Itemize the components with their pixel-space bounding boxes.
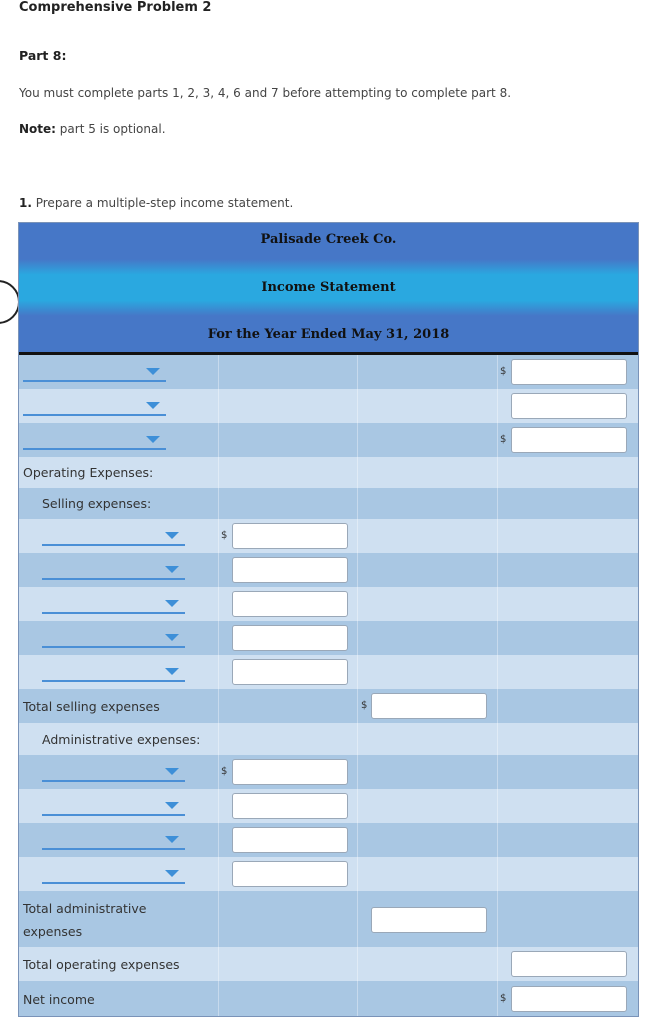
net-income-label: Net income: [23, 992, 95, 1007]
amount-input[interactable]: [371, 693, 487, 719]
table-row: [19, 655, 638, 689]
table-row: [19, 789, 638, 823]
table-row: [19, 389, 638, 423]
circle-marker-icon: [0, 280, 20, 324]
table-row: [19, 553, 638, 587]
total-admin-label-line1: Total administrative: [23, 901, 147, 916]
dollar-sign: $: [221, 530, 228, 541]
amount-input[interactable]: [232, 591, 348, 617]
table-row: [19, 488, 638, 519]
question-body: Prepare a multiple-step income statement.: [31, 196, 294, 210]
chevron-down-icon: [165, 870, 179, 877]
chevron-down-icon: [165, 532, 179, 539]
selling-expense-dropdown[interactable]: [42, 558, 185, 580]
page-title: Comprehensive Problem 2: [19, 0, 212, 15]
chevron-down-icon: [165, 566, 179, 573]
chevron-down-icon: [146, 368, 160, 375]
selling-expense-dropdown[interactable]: [42, 524, 185, 546]
table-row: [19, 947, 638, 981]
statement-header: [19, 223, 638, 355]
table-row: [19, 723, 638, 755]
table-row: [19, 355, 638, 389]
table-row: [19, 423, 638, 457]
statement-period: For the Year Ended May 31, 2018: [207, 327, 450, 342]
statement-name: Income Statement: [261, 280, 396, 295]
table-row: [19, 457, 638, 488]
amount-input[interactable]: [511, 393, 627, 419]
table-row: [19, 981, 638, 1017]
chevron-down-icon: [146, 436, 160, 443]
admin-expense-dropdown[interactable]: [42, 760, 185, 782]
dollar-sign: $: [500, 366, 507, 377]
note-body: part 5 is optional.: [55, 122, 166, 136]
instruction-text: You must complete parts 1, 2, 3, 4, 6 and 7 before attempting to complete part 8.: [19, 86, 512, 100]
total-selling-label: Total selling expenses: [23, 699, 160, 714]
chevron-down-icon: [165, 668, 179, 675]
amount-input[interactable]: [511, 359, 627, 385]
note-label: Note:: [19, 122, 56, 136]
selling-expense-dropdown[interactable]: [42, 592, 185, 614]
chevron-down-icon: [165, 634, 179, 641]
question-text: [19, 196, 293, 210]
amount-input[interactable]: [232, 861, 348, 887]
table-row: [19, 823, 638, 857]
amount-input[interactable]: [232, 759, 348, 785]
table-row: [19, 621, 638, 655]
selling-expense-dropdown[interactable]: [42, 626, 185, 648]
table-row: [19, 857, 638, 891]
amount-input[interactable]: [232, 659, 348, 685]
dollar-sign: $: [221, 766, 228, 777]
selling-expenses-label: Selling expenses:: [42, 496, 152, 511]
chevron-down-icon: [165, 600, 179, 607]
chevron-down-icon: [146, 402, 160, 409]
admin-expense-dropdown[interactable]: [42, 794, 185, 816]
amount-input[interactable]: [232, 625, 348, 651]
selling-expense-dropdown[interactable]: [42, 660, 185, 682]
amount-input[interactable]: [371, 907, 487, 933]
admin-expense-dropdown[interactable]: [42, 862, 185, 884]
administrative-expenses-label: Administrative expenses:: [42, 732, 201, 747]
amount-input[interactable]: [511, 986, 627, 1012]
operating-expenses-label: Operating Expenses:: [23, 465, 154, 480]
table-row: [19, 755, 638, 789]
account-dropdown[interactable]: [23, 394, 166, 416]
table-row: [19, 891, 638, 947]
amount-input[interactable]: [232, 523, 348, 549]
account-dropdown[interactable]: [23, 428, 166, 450]
total-operating-label: Total operating expenses: [23, 957, 180, 972]
amount-input[interactable]: [511, 951, 627, 977]
amount-input[interactable]: [511, 427, 627, 453]
chevron-down-icon: [165, 836, 179, 843]
note-text: [19, 122, 166, 136]
total-admin-label-line2: expenses: [23, 924, 83, 939]
chevron-down-icon: [165, 768, 179, 775]
amount-input[interactable]: [232, 793, 348, 819]
dollar-sign: $: [361, 700, 368, 711]
table-row: [19, 519, 638, 553]
amount-input[interactable]: [232, 557, 348, 583]
company-name: Palisade Creek Co.: [260, 232, 397, 247]
dollar-sign: $: [500, 993, 507, 1004]
dollar-sign: $: [500, 434, 507, 445]
part-heading: Part 8:: [19, 48, 67, 63]
question-number: 1.: [19, 196, 32, 210]
account-dropdown[interactable]: [23, 360, 166, 382]
chevron-down-icon: [165, 802, 179, 809]
admin-expense-dropdown[interactable]: [42, 828, 185, 850]
income-statement-table: [18, 222, 639, 1017]
table-row: [19, 689, 638, 723]
table-row: [19, 587, 638, 621]
amount-input[interactable]: [232, 827, 348, 853]
